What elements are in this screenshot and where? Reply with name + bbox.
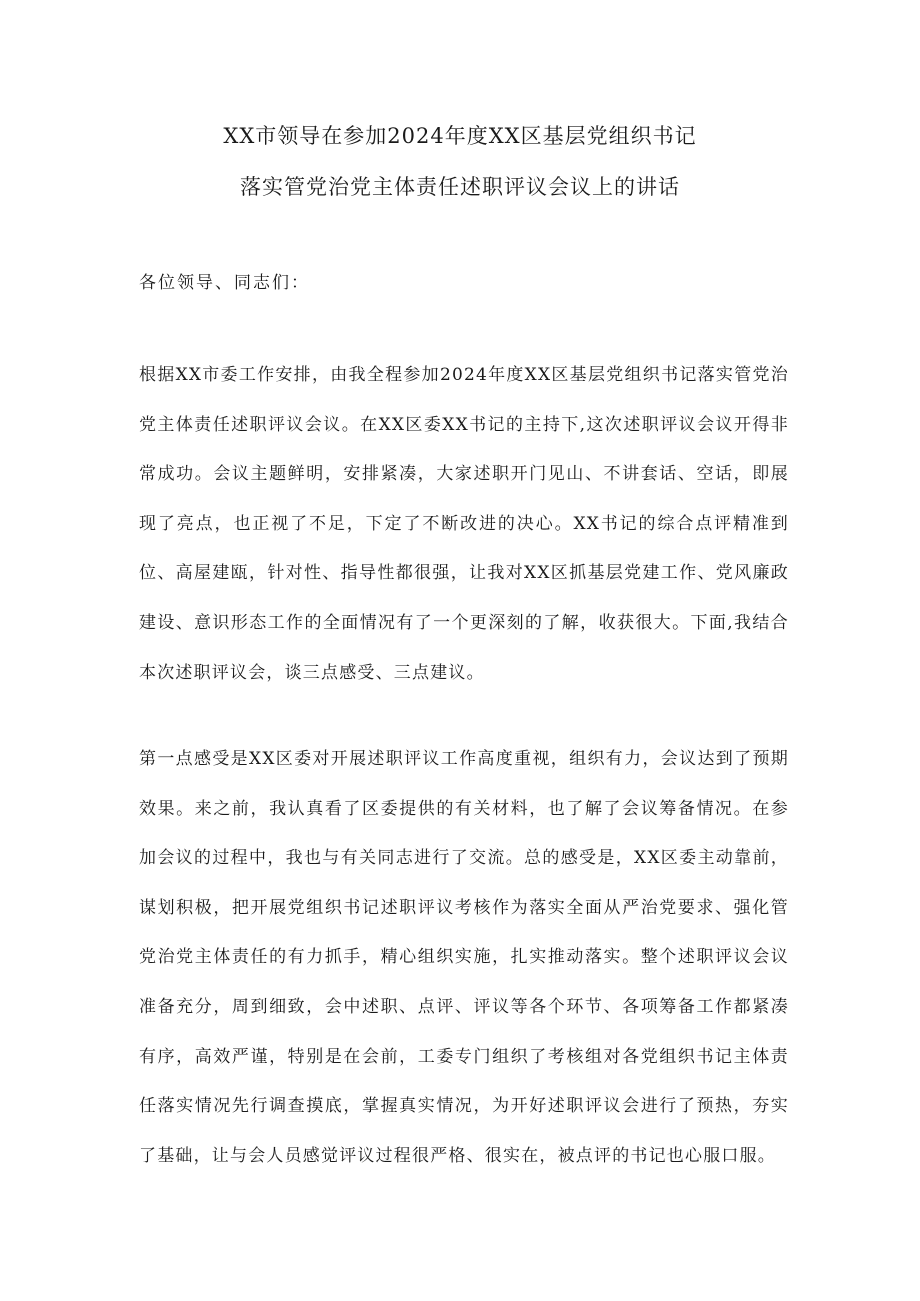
paragraph-1: 根据XX市委工作安排，由我全程参加2024年度XX区基层党组织书记落实管党治党主体责任述职评议会议。在XX区委XX书记的主持下,这次述职评议会议开得非常成功。会议主题鲜明，安排紧凑，大家述职开门见山、不讲套话、空话，即展现了亮点，也正视了不足，下定了不断改进的决心。XX书记的综合点评精准到位、高屋建瓯，针对性、指导性都很强，让我对XX区抓基层党建工作、党风廉政建设、意识形态工作的全面情况有了一个更深刻的了解，收获很大。下面,我结合本次述职评议会，谈三点感受、三点建议。 xyxy=(139,365,789,683)
document-title-line-2: 落实管党治党主体责任述职评议会议上的讲话 xyxy=(240,175,680,199)
paragraph-2: 第一点感受是XX区委对开展述职评议工作高度重视，组织有力，会议达到了预期效果。来之前，我认真看了区委提供的有关材料，也了解了会议筹备情况。在参加会议的过程中，我也与有关同志进行了交流。总的感受是，XX区委主动靠前，谋划积极，把开展党组织书记述职评议考核作为落实全面从严治党要求、强化管党治党主体责任的有力抓手，精心组织实施，扎实推动落实。整个述职评议会议准备充分，周到细致，会中述职、点评、评议等各个环节、各项筹备工作都紧凑有序，高效严谨，特别是在会前，工委专门组织了考核组对各党组织书记主体责任落实情况先行调查摸底，掌握真实情况，为开好述职评议会进行了预热，夯实了基础，让与会人员感觉评议过程很严格、很实在，被点评的书记也心服口服。 xyxy=(139,749,789,1166)
salutation: 各位领导、同志们： xyxy=(139,273,310,293)
document-title-line-1: XX市领导在参加2024年度XX区基层党组织书记 xyxy=(223,124,697,148)
